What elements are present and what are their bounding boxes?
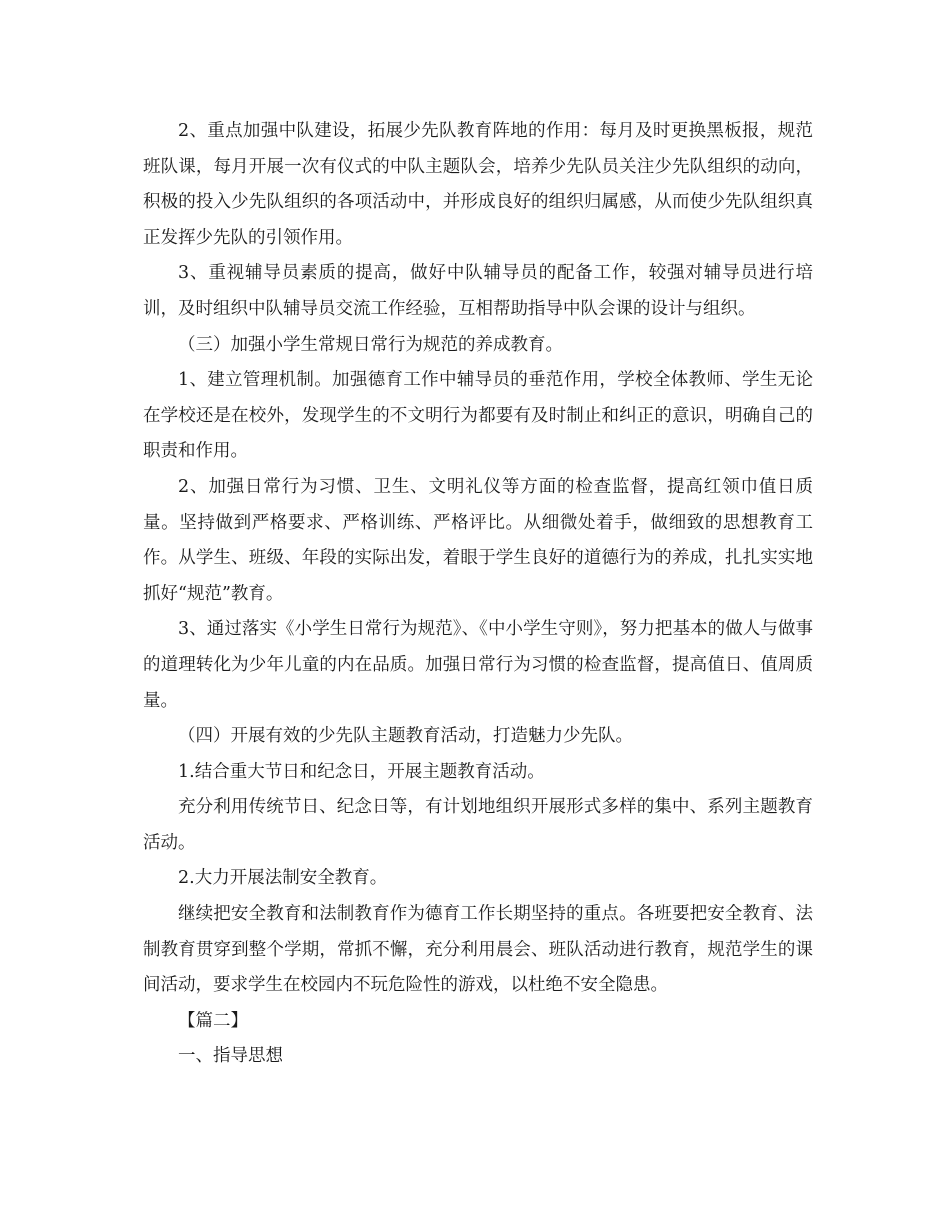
paragraph-management-mechanism: 1、建立管理机制。加强德育工作中辅导员的垂范作用，学校全体教师、学生无论在学校还是在校外，发现学生的不文明行为都要有及时制止和纠正的意识，明确自己的职责和作用。: [143, 370, 813, 462]
paragraph-implement-norms: 3、通过落实《小学生日常行为规范》、《中小学生守则》，努力把基本的做人与做事的道理转化为少年儿童的内在品质。加强日常行为习惯的检查监督，提高值日、值周质量。: [143, 619, 813, 711]
section-heading-guiding-ideology: 一、指导思想: [178, 1046, 283, 1067]
paragraph-festivals: 充分利用传统节日、纪念日等，有计划地组织开展形式多样的集中、系列主题教育活动。: [143, 797, 813, 853]
document-page: [143, 114, 813, 1075]
chapter-heading: 【篇二】: [178, 1010, 248, 1031]
paragraph-counselor-quality: 3、重视辅导员素质的提高，做好中队辅导员的配备工作，较强对辅导员进行培训，及时组织中队辅导员交流工作经验，互相帮助指导中队会课的设计与组织。: [143, 263, 813, 319]
paragraph-squad-building: 2、重点加强中队建设，拓展少先队教育阵地的作用：每月及时更换黑板报，规范班队课，每月开展一次有仪式的中队主题队会，培养少先队员关注少先队组织的动向，积极的投入少先队组织的各项活动中，并形成良好的组织归属感，从而使少先队组织真正发挥少先队的引领作用。: [143, 121, 813, 248]
section-heading-4: （四）开展有效的少先队主题教育活动，打造魅力少先队。: [178, 726, 633, 747]
paragraph-daily-behavior: 2、加强日常行为习惯、卫生、文明礼仪等方面的检查监督，提高红领巾值日质量。坚持做到严格要求、严格训练、严格评比。从细微处着手，做细致的思想教育工作。从学生、班级、年段的实际出发，着眼于学生良好的道德行为的养成，扎扎实实地抓好“规范”教育。: [143, 476, 813, 604]
section-heading-3: （三）加强小学生常规日常行为规范的养成教育。: [178, 334, 563, 355]
subheading-legal-safety: 2.大力开展法制安全教育。: [178, 868, 388, 889]
subheading-festivals: 1.结合重大节日和纪念日，开展主题教育活动。: [178, 761, 545, 782]
paragraph-legal-safety: 继续把安全教育和法制教育作为德育工作长期坚持的重点。各班要把安全教育、法制教育贯穿到整个学期，常抓不懈，充分利用晨会、班队活动进行教育，规范学生的课间活动，要求学生在校园内不玩危险性的游戏，以杜绝不安全隐患。: [143, 904, 813, 996]
